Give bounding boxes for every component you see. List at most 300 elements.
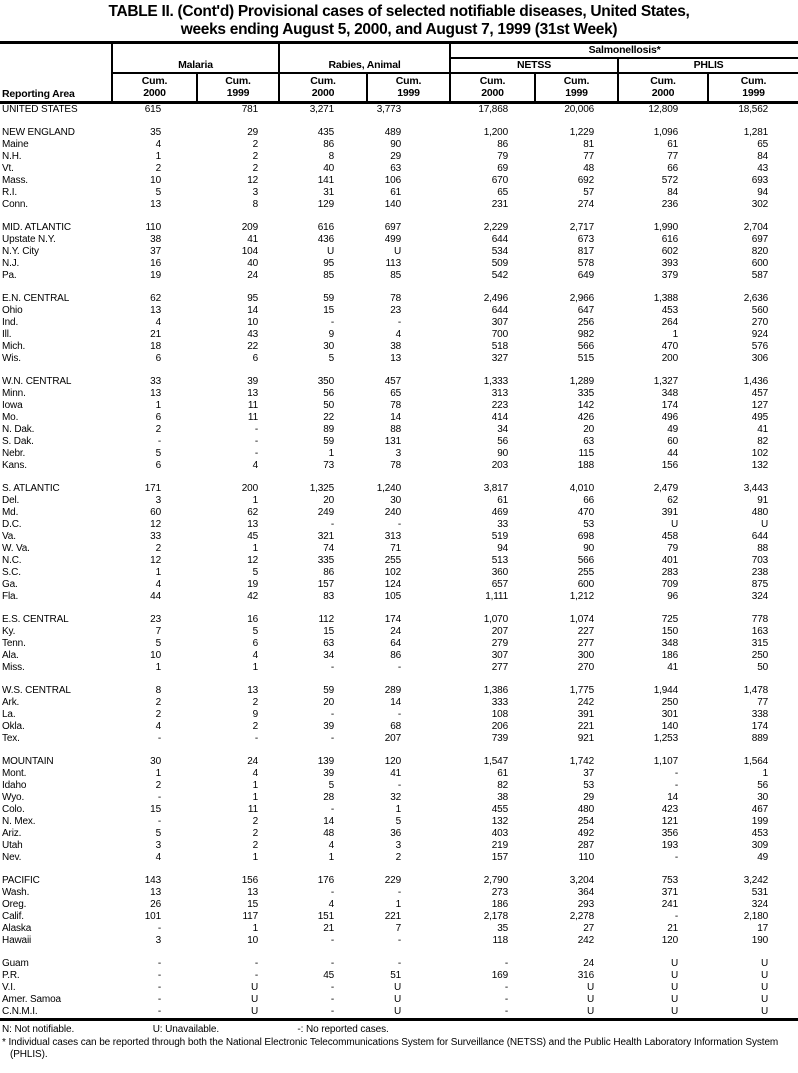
value-cell: 157 [491,852,509,863]
value-cell: 2,180 [743,911,769,922]
value-cell: 50 [757,662,769,673]
value-cell: 41 [247,234,259,245]
reporting-area-cell: Mo. [2,412,19,423]
value-cell: 6 [155,353,161,364]
value-cell: - [254,436,259,447]
value-cell: 566 [577,341,595,352]
value-cell: - [330,709,335,720]
value-cell: 1,742 [569,756,595,767]
value-cell: 30 [150,756,161,767]
reporting-area-cell: Hawaii [2,935,32,946]
value-cell: 2 [252,139,259,150]
reporting-area-cell: Amer. Samoa [2,994,61,1005]
value-cell: 176 [317,875,335,886]
value-cell: - [397,709,402,720]
value-cell: 14 [390,412,402,423]
value-cell: 1 [252,923,259,934]
table-row [0,293,798,305]
value-cell: 1,478 [743,685,769,696]
value-cell: 23 [390,305,402,316]
value-cell: 313 [384,531,402,542]
value-cell: 1 [252,543,259,554]
value-cell: 348 [661,388,679,399]
table-row [0,591,798,603]
value-cell: - [157,816,161,827]
column-group-rabies-animal: Rabies, Animal [279,43,450,74]
value-cell: 12 [247,175,259,186]
value-cell: 131 [384,436,402,447]
reporting-area-cell: Mass. [2,175,28,186]
table-row [0,935,798,947]
value-cell: 289 [384,685,402,696]
value-cell: 578 [577,258,595,269]
column-header-cum-1999-2: Cum. 1999 [197,73,279,103]
table-row [0,353,798,365]
table-row [0,1006,798,1020]
value-cell: 274 [577,199,595,210]
value-cell: 644 [491,234,509,245]
value-cell: 924 [751,329,769,340]
value-cell: 338 [751,709,769,720]
value-cell: 1,386 [483,685,509,696]
value-cell: 1 [155,400,161,411]
value-cell: 186 [491,899,509,910]
reporting-area-cell: NEW ENGLAND [2,127,75,138]
table-row [0,697,798,709]
value-cell: - [254,958,259,969]
table-row [0,495,798,507]
value-cell: 11 [247,804,259,815]
value-cell: 4 [155,721,161,732]
value-cell: 77 [583,151,595,162]
value-cell: - [330,804,335,815]
table-row [0,460,798,472]
reporting-area-cell: La. [2,709,16,720]
value-cell: 66 [667,163,679,174]
value-cell: 379 [661,270,679,281]
value-cell: 2,178 [483,911,509,922]
value-cell: 38 [150,234,161,245]
value-cell: - [330,982,335,993]
table-row [0,792,798,804]
table-row [0,840,798,852]
value-cell: 110 [145,222,161,233]
value-cell: 335 [317,555,335,566]
table-row [0,638,798,650]
value-cell: 889 [751,733,769,744]
value-cell: U [760,982,769,993]
value-cell: 600 [577,579,595,590]
value-cell: 85 [390,270,402,281]
value-cell: 113 [385,258,402,269]
value-cell: 1 [155,662,161,673]
value-cell: - [157,970,161,981]
value-cell: 21 [150,329,161,340]
reporting-area-cell: PACIFIC [2,875,40,886]
value-cell: 9 [328,329,335,340]
value-cell: 3,817 [483,483,509,494]
value-cell: 6 [252,638,259,649]
value-cell: 106 [384,175,402,186]
column-group-netss: NETSS [450,58,618,73]
value-cell: 57 [583,187,595,198]
value-cell: 21 [323,923,335,934]
value-cell: 77 [667,151,679,162]
value-cell: 105 [384,591,402,602]
value-cell: 2 [252,163,259,174]
value-cell: 12 [150,519,161,530]
value-cell: 3,271 [309,104,335,115]
value-cell: 88 [757,543,769,554]
value-cell: 2 [395,852,402,863]
value-cell: 33 [150,531,161,542]
value-cell: 2,636 [743,293,769,304]
value-cell: 13 [150,388,161,399]
value-cell: 457 [751,388,769,399]
footnote-legend [2,1024,796,1037]
footnote-not-notifiable: N: Not notifiable. [2,1024,75,1035]
table-row [0,970,798,982]
column-group-phlis: PHLIS [618,58,798,73]
reporting-area-cell: Ind. [2,317,19,328]
table-row [0,614,798,626]
value-cell: 647 [577,305,595,316]
value-cell: 1,200 [483,127,509,138]
value-cell: 209 [241,222,259,233]
reporting-area-cell: N. Mex. [2,816,36,827]
value-cell: 14 [323,816,335,827]
value-cell: 39 [323,721,335,732]
value-cell: 22 [247,341,259,352]
value-cell: 207 [384,733,402,744]
table-row [0,650,798,662]
value-cell: 2,479 [653,483,679,494]
value-cell: 200 [241,483,259,494]
value-cell: 1,212 [569,591,595,602]
value-cell: 403 [491,828,509,839]
value-cell: 49 [667,424,679,435]
value-cell: 307 [491,317,509,328]
value-cell: 697 [384,222,402,233]
value-cell: 5 [395,816,402,827]
table-row [0,733,798,745]
value-cell: U [250,994,259,1005]
value-cell: 24 [390,626,402,637]
reporting-area-cell: N. Dak. [2,424,35,435]
value-cell: 700 [491,329,509,340]
reporting-area-cell: UNITED STATES [2,104,78,115]
value-cell: 467 [751,804,769,815]
value-cell: 89 [323,424,335,435]
value-cell: 200 [661,353,679,364]
value-cell: 673 [577,234,595,245]
value-cell: 96 [667,591,679,602]
table-row [0,685,798,697]
value-cell: 19 [150,270,161,281]
value-cell: - [330,935,335,946]
table-row [0,376,798,388]
table-row [0,199,798,211]
value-cell: 8 [155,685,161,696]
column-header-cum-2000-3: Cum. 2000 [279,73,367,103]
value-cell: 22 [323,412,335,423]
value-cell: 163 [751,626,769,637]
value-cell: - [397,935,402,946]
table-row [0,424,798,436]
value-cell: 1 [252,780,259,791]
value-cell: 90 [390,139,402,150]
value-cell: 360 [491,567,509,578]
reporting-area-cell: W. Va. [2,543,30,554]
value-cell: 1 [395,899,402,910]
table-row [0,555,798,567]
value-cell: - [330,317,335,328]
value-cell: 480 [577,804,595,815]
value-cell: 141 [317,175,335,186]
value-cell: 534 [491,246,509,257]
value-cell: 62 [667,495,679,506]
value-cell: 371 [661,887,679,898]
value-cell: 43 [247,329,259,340]
value-cell: 42 [247,591,259,602]
notifiable-diseases-table [0,41,798,1021]
value-cell: 77 [757,697,769,708]
value-cell: 62 [247,507,259,518]
reporting-area-cell: Iowa [2,400,23,411]
value-cell: 302 [751,199,769,210]
section-spacer [0,472,798,483]
value-cell: 199 [751,816,769,827]
value-cell: 436 [317,234,335,245]
value-cell: 18 [150,341,161,352]
value-cell: 350 [317,376,335,387]
table-row [0,721,798,733]
value-cell: 470 [661,341,679,352]
table-row [0,163,798,175]
table-row [0,816,798,828]
value-cell: 21 [667,923,679,934]
value-cell: 1,333 [483,376,509,387]
value-cell: 457 [384,376,402,387]
reporting-area-cell: Vt. [2,163,14,174]
value-cell: 37 [150,246,161,257]
column-header-cum-2000-5: Cum. 2000 [450,73,535,103]
value-cell: 316 [577,970,595,981]
value-cell: - [254,733,259,744]
reporting-area-cell: E.N. CENTRAL [2,293,70,304]
value-cell: 649 [577,270,595,281]
reporting-area-cell: Ohio [2,305,23,316]
table-row [0,175,798,187]
value-cell: 240 [384,507,402,518]
value-cell: 5 [155,187,161,198]
table-row [0,139,798,151]
value-cell: 10 [247,317,259,328]
value-cell: 86 [323,567,335,578]
table-row [0,709,798,721]
value-cell: 91 [757,495,769,506]
value-cell: 121 [661,816,679,827]
table-row [0,412,798,424]
reporting-area-cell: Colo. [2,804,25,815]
table-row [0,127,798,139]
value-cell: 15 [323,626,335,637]
value-cell: 518 [491,341,509,352]
value-cell: - [397,317,402,328]
reporting-area-cell: Nev. [2,852,22,863]
value-cell: 1 [155,768,161,779]
value-cell: 78 [390,293,402,304]
value-cell: 453 [751,828,769,839]
reporting-area-cell: Fla. [2,591,19,602]
value-cell: - [254,970,259,981]
value-cell: 68 [390,721,402,732]
value-cell: 453 [661,305,679,316]
value-cell: 616 [317,222,335,233]
value-cell: 489 [384,127,402,138]
value-cell: 29 [583,792,595,803]
value-cell: 321 [317,531,335,542]
value-cell: 499 [384,234,402,245]
value-cell: 1,111 [485,591,509,602]
value-cell: 90 [583,543,595,554]
value-cell: 95 [247,293,259,304]
value-cell: 63 [323,638,335,649]
value-cell: 41 [757,424,769,435]
value-cell: 1,107 [653,756,679,767]
reporting-area-cell: Mich. [2,341,26,352]
value-cell: 14 [390,697,402,708]
value-cell: 2 [252,828,259,839]
value-cell: 3,773 [376,104,402,115]
value-cell: 18,562 [738,104,769,115]
value-cell: 38 [390,341,402,352]
value-cell: 1 [328,448,335,459]
value-cell: 69 [497,163,509,174]
reporting-area-cell: Idaho [2,780,27,791]
value-cell: 4 [328,899,335,910]
table-row [0,305,798,317]
value-cell: - [674,852,679,863]
value-cell: 2 [155,697,161,708]
table-row [0,388,798,400]
value-cell: 82 [757,436,769,447]
value-cell: - [157,994,161,1005]
value-cell: 2,966 [569,293,595,304]
value-cell: 13 [150,305,161,316]
table-row [0,507,798,519]
value-cell: 1,388 [653,293,679,304]
value-cell: 19 [247,579,259,590]
value-cell: U [760,958,769,969]
table-row [0,982,798,994]
value-cell: 117 [242,911,259,922]
table-row [0,103,798,117]
table-row [0,246,798,258]
value-cell: 781 [241,104,259,115]
value-cell: 820 [751,246,769,257]
value-cell: 66 [583,495,595,506]
value-cell: 4 [155,317,161,328]
value-cell: 1 [155,567,161,578]
value-cell: 174 [384,614,402,625]
value-cell: 35 [497,923,509,934]
section-spacer [0,947,798,958]
reporting-area-cell: Conn. [2,199,28,210]
section-spacer [0,674,798,685]
value-cell: 65 [757,139,769,150]
table-row [0,958,798,970]
value-cell: U [393,994,402,1005]
value-cell: 32 [390,792,402,803]
value-cell: 61 [497,495,509,506]
value-cell: - [504,1006,509,1017]
value-cell: 3 [252,187,259,198]
value-cell: 1 [395,804,402,815]
value-cell: 576 [751,341,769,352]
reporting-area-cell: MID. ATLANTIC [2,222,71,233]
value-cell: 86 [390,650,402,661]
value-cell: 2 [252,816,259,827]
value-cell: 61 [667,139,679,150]
value-cell: 3,443 [743,483,769,494]
value-cell: 657 [491,579,509,590]
footnote-no-reported-cases: -: No reported cases. [297,1024,389,1035]
value-cell: 313 [491,388,509,399]
value-cell: - [330,958,335,969]
table-title-line2: weeks ending August 5, 2000, and August 7, 1999 (31st Week) [180,20,618,38]
value-cell: 36 [390,828,402,839]
value-cell: 81 [583,139,595,150]
value-cell: 364 [577,887,595,898]
reporting-area-cell: Oreg. [2,899,27,910]
table-row [0,543,798,555]
value-cell: 17 [757,923,769,934]
value-cell: 157 [317,579,335,590]
value-cell: 53 [583,780,595,791]
value-cell: 255 [577,567,595,578]
value-cell: 515 [577,353,595,364]
value-cell: 24 [247,756,259,767]
table-row [0,258,798,270]
value-cell: 470 [577,507,595,518]
value-cell: 875 [751,579,769,590]
value-cell: 20 [583,424,595,435]
value-cell: 102 [384,567,402,578]
table-row [0,780,798,792]
value-cell: 150 [661,626,679,637]
value-cell: 5 [328,353,335,364]
value-cell: 16 [247,614,259,625]
value-cell: 1,944 [653,685,679,696]
value-cell: 60 [150,507,161,518]
reporting-area-cell: Ill. [2,329,12,340]
value-cell: 393 [661,258,679,269]
value-cell: 11 [247,400,259,411]
value-cell: 59 [323,436,335,447]
value-cell: 435 [317,127,335,138]
reporting-area-cell: S. Dak. [2,436,34,447]
reporting-area-cell: Pa. [2,270,17,281]
value-cell: U [760,994,769,1005]
value-cell: 242 [577,935,595,946]
value-cell: - [330,1006,335,1017]
footnotes [0,1021,798,1062]
value-cell: 587 [751,270,769,281]
value-cell: 8 [252,199,259,210]
value-cell: U [586,982,595,993]
value-cell: 283 [661,567,679,578]
